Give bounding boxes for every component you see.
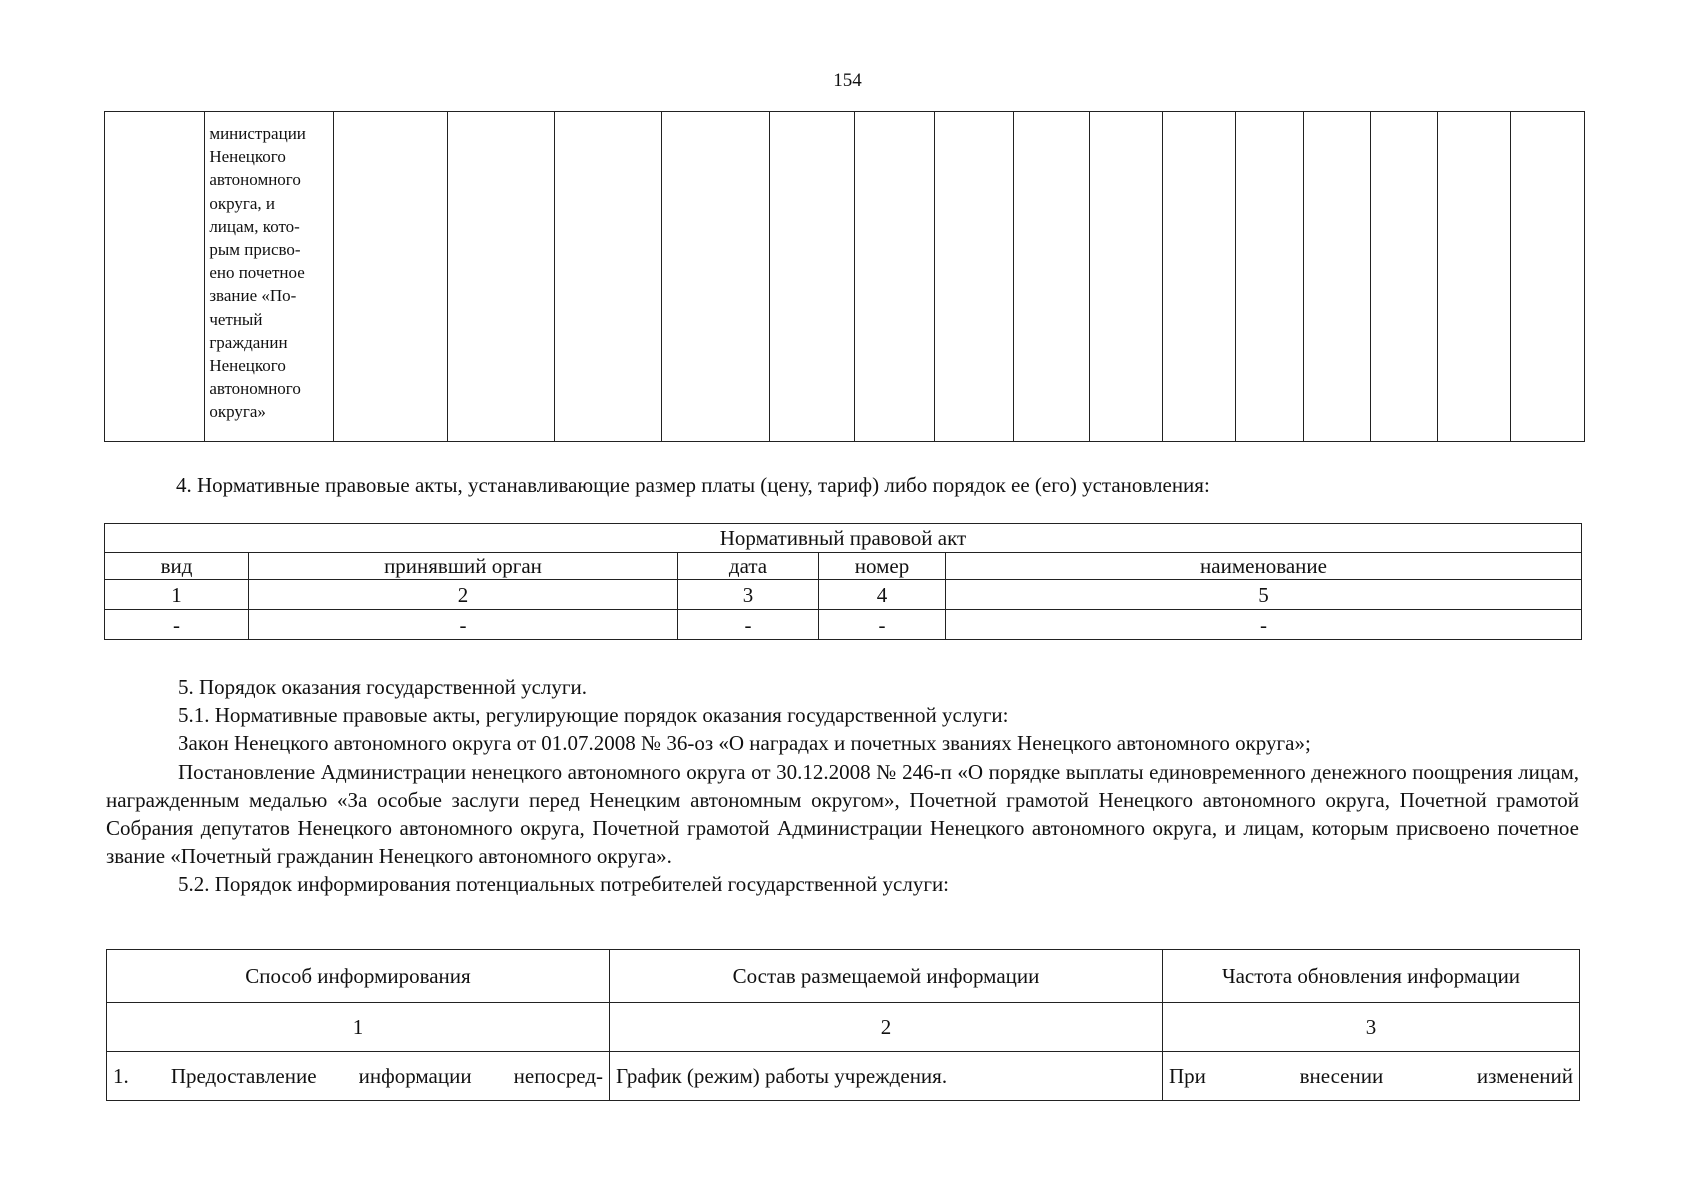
cont-cell (1014, 112, 1090, 442)
npa-cell: - (249, 610, 678, 640)
info-method: 1. Предоставление информации непосред- (107, 1052, 610, 1101)
npa-col-number: 2 (249, 580, 678, 610)
npa-col-number: 3 (678, 580, 819, 610)
info-header: Частота обновления информации (1163, 950, 1580, 1003)
section5-2-heading: 5.2. Порядок информирования потенциальных потребителей государственной услуги: (178, 872, 950, 897)
info-header: Способ информирования (107, 950, 610, 1003)
continuation-table (104, 111, 1585, 442)
npa-col-header: номер (819, 553, 946, 580)
continuation-cell-text: министрации Ненецкого автономного округа, и лицам, кото- рым присво- ено почетное звание «По- четный гражданин Ненецкого автономного округа» (209, 124, 306, 422)
npa-col-header: дата (678, 553, 819, 580)
npa-col-header: принявший орган (249, 553, 678, 580)
info-col-number: 3 (1163, 1003, 1580, 1052)
cont-cell (1090, 112, 1163, 442)
section5-heading: 5. Порядок оказания государственной услуги. (178, 675, 587, 699)
npa-col-number: 1 (105, 580, 249, 610)
info-content: График (режим) работы учреждения. (610, 1052, 1163, 1101)
law-1: Закон Ненецкого автономного округа от 01.07.2008 № 36-оз «О наградах и почетных званиях Ненецкого автономного округа»; (178, 731, 1311, 756)
section5-1-heading: 5.1. Нормативные правовые акты, регулирующие порядок оказания государственной услуги: (178, 703, 1009, 728)
npa-cell: - (678, 610, 819, 640)
page-number: 154 (833, 70, 862, 91)
cont-cell (447, 112, 554, 442)
cont-cell (769, 112, 855, 442)
npa-cell: - (105, 610, 249, 640)
npa-title: Нормативный правовой акт (105, 524, 1582, 553)
section4-heading: 4. Нормативные правовые акты, устанавливающие размер платы (цену, тариф) либо порядок ее (его) установления: (176, 473, 1210, 497)
npa-col-header: наименование (946, 553, 1582, 580)
cont-cell (333, 112, 447, 442)
info-table (106, 949, 1580, 1101)
cont-cell (855, 112, 935, 442)
cont-cell (1511, 112, 1585, 442)
cont-cell (1235, 112, 1303, 442)
info-col-number: 1 (107, 1003, 610, 1052)
npa-col-number: 5 (946, 580, 1582, 610)
info-col-number: 2 (610, 1003, 1163, 1052)
npa-col-header: вид (105, 553, 249, 580)
info-header: Состав размещаемой информации (610, 950, 1163, 1003)
npa-cell: - (819, 610, 946, 640)
cont-cell (555, 112, 662, 442)
cont-cell (1371, 112, 1438, 442)
cont-cell (1303, 112, 1371, 442)
cont-cell (662, 112, 769, 442)
npa-table (104, 523, 1582, 640)
cont-cell (934, 112, 1014, 442)
info-frequency: При внесении изменений (1163, 1052, 1580, 1101)
cont-cell-text (205, 112, 334, 442)
npa-cell: - (946, 610, 1582, 640)
law-2: Постановление Администрации ненецкого автономного округа от 30.12.2008 № 246-п «О порядке выплаты единовременного денежного поощрения лицам, награжденным медалью «За особые заслуги перед Ненецким автономным округом», Почетной грамотой Ненецкого автономного округа, Почетной грамотой Собрания депутатов Ненецкого автономного округа, Почетной грамотой Администрации Ненецкого автономного округа, и лицам, которым присвоено почетное звание «Почетный гражданин Ненецкого автономного округа». (106, 759, 1579, 869)
cont-cell (1438, 112, 1511, 442)
cont-cell (105, 112, 205, 442)
cont-cell (1162, 112, 1235, 442)
section5-body (106, 673, 1579, 899)
npa-col-number: 4 (819, 580, 946, 610)
